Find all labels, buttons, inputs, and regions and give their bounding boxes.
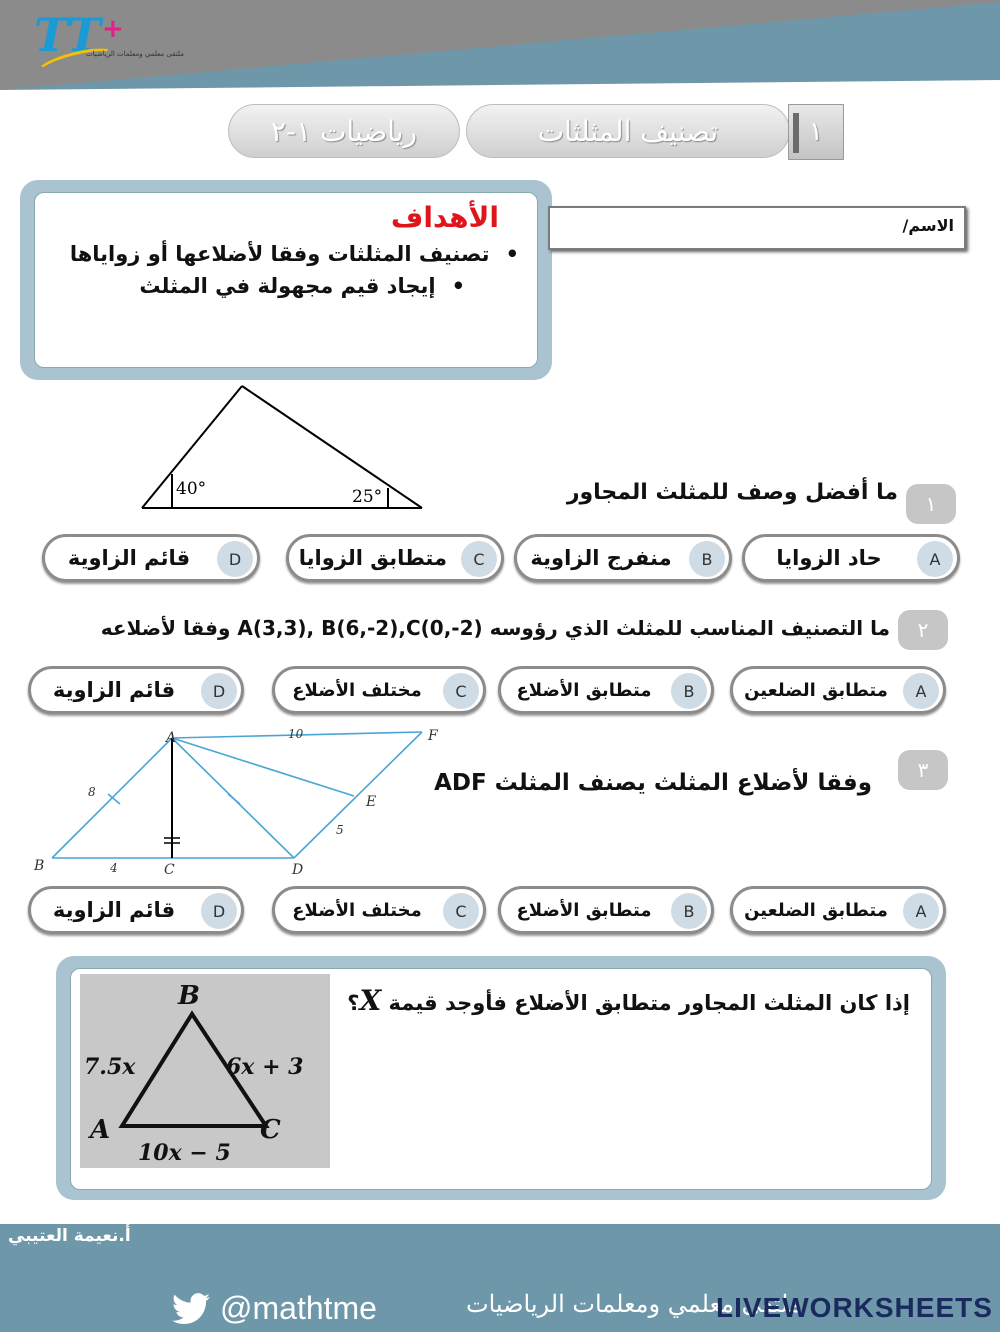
option-text: متطابق الأضلاع <box>516 679 652 701</box>
question-4-text <box>347 984 910 1017</box>
q1-option-a[interactable] <box>742 534 960 582</box>
twitter-bird-icon <box>172 1293 210 1325</box>
logo-plus: + <box>102 14 124 44</box>
side-bc-label: 6x + 3 <box>226 1054 304 1080</box>
option-letter: A <box>917 541 953 577</box>
option-text: متطابق الضلعين <box>744 899 888 921</box>
site-logo <box>30 8 184 78</box>
goals-list <box>53 242 519 298</box>
logo-mark: TT <box>34 8 101 62</box>
angle-right-label: 25° <box>352 487 383 507</box>
point-label-c: C <box>164 862 175 878</box>
course-title: رياضيات ١-٢ <box>270 114 418 148</box>
triangle-svg <box>80 974 330 1168</box>
goals-box <box>20 180 552 380</box>
option-text: مختلف الأضلاع <box>292 679 422 701</box>
triangle-right-side <box>242 386 422 508</box>
lesson-title: تصنيف المثلثات <box>537 114 719 148</box>
option-text: متطابق الزوايا <box>298 546 447 570</box>
name-field[interactable] <box>548 206 966 250</box>
angle-left-label: 40° <box>176 479 207 499</box>
option-letter: B <box>689 541 725 577</box>
point-label-d: D <box>292 862 304 878</box>
option-letter: A <box>903 673 939 709</box>
goals-heading: الأهداف <box>390 201 499 234</box>
length-af: 10 <box>288 727 304 741</box>
length-ab: 8 <box>88 785 96 799</box>
group-name: ملتقى معلمي ومعلمات الرياضيات <box>466 1290 802 1318</box>
goal-item: • تصنيف المثلثات وفقا لأضلاعها أو زواياها <box>53 242 519 266</box>
option-letter: B <box>671 893 707 929</box>
option-text: قائم الزاوية <box>52 678 176 702</box>
option-letter: C <box>443 893 479 929</box>
logo-subtitle: ملتقى معلمي ومعلمات الرياضيات <box>86 50 184 58</box>
option-letter: D <box>217 541 253 577</box>
option-text: مختلف الأضلاع <box>292 899 422 921</box>
twitter-link[interactable] <box>172 1290 377 1327</box>
option-text: حاد الزوايا <box>776 546 882 570</box>
liveworksheets-brand[interactable]: LIVEWORKSHEETS <box>716 1292 993 1323</box>
length-de: 5 <box>336 823 344 837</box>
q3-option-c[interactable] <box>272 886 486 934</box>
option-letter: A <box>903 893 939 929</box>
q3-option-a[interactable] <box>730 886 946 934</box>
question-1-text: ما أفضل وصف للمثلث المجاور <box>566 480 898 505</box>
q3-option-b[interactable] <box>498 886 714 934</box>
option-text: قائم الزاوية <box>67 546 191 570</box>
option-text: متطابق الأضلاع <box>516 899 652 921</box>
course-pill <box>228 104 460 158</box>
q2-option-c[interactable] <box>272 666 486 714</box>
option-letter: D <box>201 893 237 929</box>
question-number: ٢ <box>917 618 929 642</box>
header-band <box>0 0 1000 90</box>
option-letter: D <box>201 673 237 709</box>
name-label: الاسم/ <box>902 216 954 235</box>
vertex-c-label: C <box>260 1115 281 1145</box>
point-label-a: A <box>166 730 177 746</box>
q1-triangle-figure <box>132 384 436 514</box>
option-letter: B <box>671 673 707 709</box>
option-letter: C <box>461 541 497 577</box>
goal-item: • إيجاد قيم مجهولة في المثلث <box>53 274 519 298</box>
point-label-e: E <box>366 794 377 810</box>
question-number: ١ <box>925 492 937 516</box>
twitter-handle: @mathtme <box>220 1290 377 1326</box>
q1-option-b[interactable] <box>514 534 732 582</box>
option-text: منفرج الزاوية <box>530 546 672 570</box>
question-4-variable: X <box>359 984 382 1017</box>
length-bc: 4 <box>110 861 118 875</box>
vertex-b-label: B <box>178 981 200 1011</box>
vertex-a-label: A <box>90 1115 111 1145</box>
question-4-question-mark: ؟ <box>347 991 360 1015</box>
q2-option-b[interactable] <box>498 666 714 714</box>
side-ab-label: 7.5x <box>84 1054 136 1080</box>
question-number-badge <box>906 484 956 524</box>
author-name: أ.نعيمة العتيبي <box>8 1226 131 1246</box>
option-text: متطابق الضلعين <box>744 679 888 701</box>
q1-option-c[interactable] <box>286 534 504 582</box>
question-3-text: وفقا لأضلاع المثلث يصنف المثلث ADF <box>434 770 872 796</box>
side-ac-label: 10x − 5 <box>138 1140 231 1166</box>
q2-option-a[interactable] <box>730 666 946 714</box>
question-number-badge <box>898 750 948 790</box>
lesson-number-box <box>788 104 844 160</box>
question-4-prompt: إذا كان المثلث المجاور متطابق الأضلاع فأوجد قيمة <box>388 991 910 1015</box>
equilateral-triangle-figure <box>80 974 330 1168</box>
goals-inner <box>34 192 538 368</box>
point-label-b: B <box>34 858 45 874</box>
option-letter: C <box>443 673 479 709</box>
point-label-f: F <box>428 728 438 744</box>
question-number: ٣ <box>917 758 929 782</box>
lesson-title-pill <box>466 104 790 158</box>
q1-option-d[interactable] <box>42 534 260 582</box>
q3-geometry-figure <box>28 724 452 878</box>
question-2-text: ما التصنيف المناسب للمثلث الذي رؤوسه A(3,3), B(6,-2),C(0,-2) وفقا لأضلاعه <box>100 616 890 640</box>
q3-option-d[interactable] <box>28 886 244 934</box>
q2-option-d[interactable] <box>28 666 244 714</box>
lesson-number: ١ <box>809 117 823 147</box>
question-number-badge <box>898 610 948 650</box>
option-text: قائم الزاوية <box>52 898 176 922</box>
